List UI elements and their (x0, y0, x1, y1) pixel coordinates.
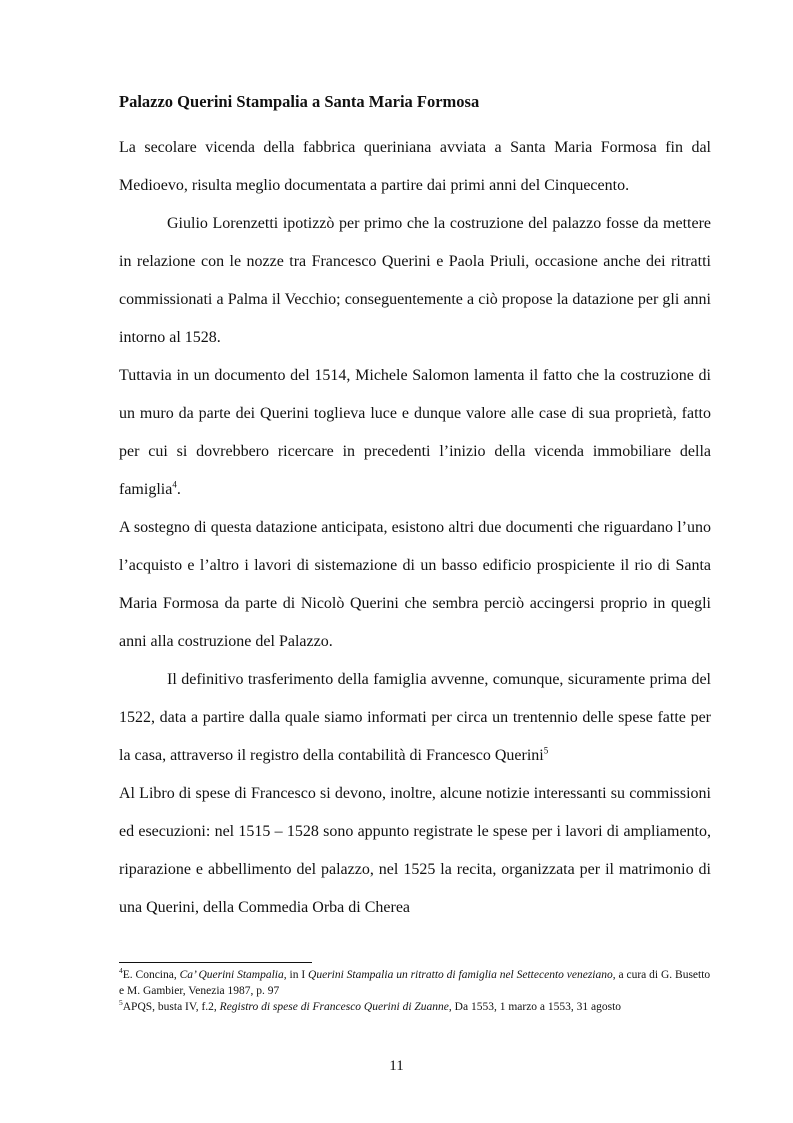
footnote-4-in: , in I (283, 969, 309, 981)
footnote-4-mark: 4 (119, 966, 123, 976)
footnote-4-title: Ca’ Querini Stampalia (179, 969, 284, 981)
footnote-ref-5[interactable]: 5 (543, 745, 549, 756)
footnote-5-mark: 5 (119, 998, 123, 1008)
footnote-5 (119, 999, 711, 1015)
footnote-5-archive: APQS, busta IV, f.2, (122, 1001, 220, 1013)
paragraph-3-end: . (176, 481, 181, 498)
footnote-separator (119, 962, 312, 963)
paragraph-4: A sostegno di questa datazione anticipata, esistono altri due documenti che riguardano l’uno l’acquisto e l’altro i lavori di sistemazione di un basso edificio prospiciente il rio di Santa Maria Formosa da parte di Nicolò Querini che sembra perciò accingersi proprio in quegli anni alla costruzione del Palazzo. (119, 519, 711, 650)
footnote-4-author: E. Concina, (122, 969, 180, 981)
paragraph-3 (119, 357, 711, 509)
paragraph-3-text: Tuttavia in un documento del 1514, Michele Salomon lamenta il fatto che la costruzione di un muro da parte dei Querini toglieva luce e dunque valore alle case di sua proprietà, fatto per cui si dovrebbero ricercare in precedenti l’inizio della vicenda immobiliare della famiglia (119, 367, 711, 498)
footnote-4 (119, 967, 711, 999)
paragraph-5-text: Il definitivo trasferimento della famiglia avvenne, comunque, sicuramente prima del 1522, data a partire dalla quale siamo informati per circa un trentennio delle spese fatte per la casa, attraverso il registro della contabilità di Francesco Querini (119, 671, 711, 764)
footnotes (119, 967, 711, 1015)
paragraph-6: Al Libro di spese di Francesco si devono, inoltre, alcune notizie interessanti su commissioni ed esecuzioni: nel 1515 – 1528 sono appunto registrate le spese per i lavori di ampliamento, riparazione e abbellimento del palazzo, nel 1525 la recita, organizzata per il matrimonio di una Querini, della Commedia Orba di Cherea (119, 785, 711, 916)
section-title: Palazzo Querini Stampalia a Santa Maria Formosa (119, 92, 480, 111)
footnote-ref-4[interactable]: 4 (172, 479, 177, 490)
footnote-5-title: Registro di spese di Francesco Querini di Zuanne (219, 1001, 449, 1013)
page-number: 11 (389, 1058, 404, 1074)
paragraph-1: La secolare vicenda della fabbrica queriniana avviata a Santa Maria Formosa fin dal Medioevo, risulta meglio documentata a partire dai primi anni del Cinquecento. (119, 139, 711, 194)
footnote-4-details: , a cura di G. Busetto e M. Gambier, Venezia 1987, p. 97 (119, 969, 711, 997)
footnote-5-dates: , Da 1553, 1 marzo a 1553, 31 agosto (448, 1001, 622, 1013)
paragraph-2: Giulio Lorenzetti ipotizzò per primo che la costruzione del palazzo fosse da mettere in relazione con le nozze tra Francesco Querini e Paola Priuli, occasione anche dei ritratti commissionati a Palma il Vecchio; conseguentemente a ciò propose la datazione per gli anni intorno al 1528. (119, 215, 711, 346)
main-text (119, 90, 711, 927)
footnote-4-book: Querini Stampalia un ritratto di famiglia nel Settecento veneziano (308, 969, 613, 981)
paragraph-5 (119, 661, 711, 775)
